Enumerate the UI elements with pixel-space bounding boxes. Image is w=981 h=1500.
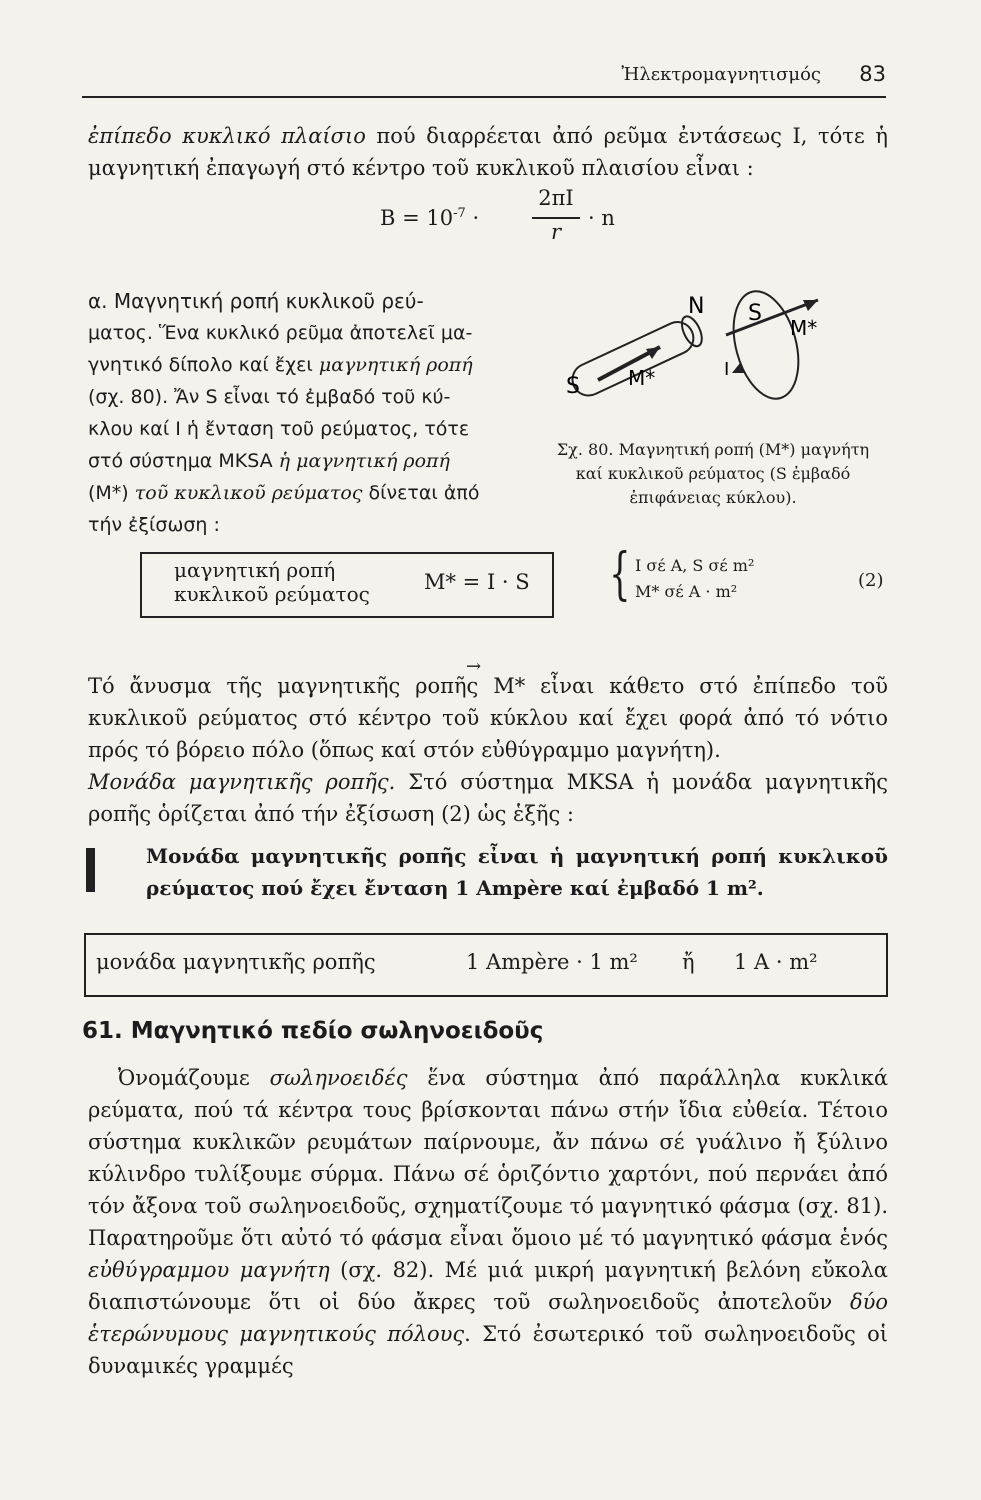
intro-paragraph xyxy=(88,120,888,184)
figure-80-caption: Σχ. 80. Μαγνητική ροπή (M*) μαγνήτη καί κυκλικοῦ ρεύματος (S ἐμβαδό ἐπιφάνειας κύκλου). xyxy=(556,440,870,507)
body-text: . Στό ἐσωτερικό τοῦ σωληνοειδοῦς οἱ δυναμικές γραμμές xyxy=(88,1322,888,1378)
unit-heading: Μονάδα μαγνητικῆς ροπῆς. xyxy=(88,770,396,794)
body-text: Ὀνομάζουμε xyxy=(118,1066,270,1090)
section-a-line: (M*) τοῦ κυκλικοῦ ρεύματος δίνεται ἀπό xyxy=(88,482,480,504)
label-m: M* xyxy=(628,366,656,390)
figure-80 xyxy=(548,285,848,435)
vector-text-2: Στό σύστημα MKSA ἡ μονάδα μαγνητικῆς ροπῆς ὁρίζεται ἀπό τήν ἐξίσωση (2) ὡς ἑξῆς : xyxy=(88,770,888,826)
label-s: S xyxy=(566,374,580,399)
formula-b-numerator: 2πI xyxy=(538,186,574,210)
body-italic: εὐθύγραμμου μαγνήτη xyxy=(88,1258,330,1282)
running-header: Ἠλεκτρομαγνητισμός xyxy=(621,64,821,85)
section-a-line: α. Μαγνητική ροπή κυκλικοῦ ρεύ- xyxy=(88,289,424,313)
formula-b-denominator: r xyxy=(550,220,562,244)
body-italic: σωληνοειδές xyxy=(269,1066,408,1090)
intro-italic: ἐπίπεδο κυκλικό πλαίσιο xyxy=(88,124,366,148)
definition: Μονάδα μαγνητικῆς ροπῆς εἶναι ἡ μαγνητική ροπή κυκλικοῦ ρεύματος πού ἔχει ἔνταση 1 Ampère καί ἐμβαδό 1 m². xyxy=(146,844,888,900)
units-line: I σέ A, S σέ m² xyxy=(635,556,755,575)
section-a xyxy=(88,285,528,541)
unit-or: ἤ xyxy=(682,950,695,974)
section-a-line: γνητικό δίπολο καί ἔχει μαγνητική ροπή xyxy=(88,354,473,376)
section-61-body xyxy=(88,1062,888,1382)
definition-marker xyxy=(86,848,95,892)
label-s-top: S xyxy=(748,301,762,326)
section-a-line: (σχ. 80). Ἄν S εἶναι τό ἐμβαδό τοῦ κύ- xyxy=(88,386,451,408)
moment-box xyxy=(140,552,554,618)
label-n: N xyxy=(688,294,705,319)
label-i: I xyxy=(724,359,730,380)
formula-b-lhs: $B = 10^{-7}$ · xyxy=(380,206,480,230)
body-text: (σχ. 82). Μέ μιά μικρή μαγνητική βελόνη εὔκολα διαπιστώνουμε ὅτι οἱ δύο ἄκρες τοῦ σωληνοειδοῦς ἀποτελοῦν xyxy=(88,1258,888,1314)
moment-formula: M* = I · S xyxy=(424,570,530,594)
current-loop xyxy=(723,285,809,406)
section-a-line: κλου καί I ἡ ἔνταση τοῦ ρεύματος, τότε xyxy=(88,418,470,440)
fraction-bar xyxy=(532,217,580,219)
section-a-line: ματος. Ἕνα κυκλικό ρεῦμα ἀποτελεῖ μα- xyxy=(88,322,473,344)
unit-value-1: 1 Ampère · 1 m² xyxy=(466,950,638,974)
equation-number: (2) xyxy=(858,570,884,591)
formula-b xyxy=(380,186,620,256)
body-italic: δύο ἑτερώνυμους μαγνητικούς πόλους xyxy=(88,1290,888,1346)
body-text: ἕνα σύστημα ἀπό παράλληλα κυκλικά ρεύματα, πού τά κέντρα τους βρίσκονται πάνω στήν ἴδια εὐθεία. Τέτοιο σύστημα κυκλικῶν ρευμάτων παίρνουμε, ἄν πάνω σέ γυάλινο ἤ ξύλινο κύλινδρο τυλίξουμε σύρμα. Πάνω σέ ὁριζόντιο χαρτόνι, πού περνάει ἀπό τόν ἄξονα τοῦ σωληνοειδοῦς, σχηματίζουμε τό μαγνητικό φάσμα (σχ. 81). Παρατηροῦμε ὅτι αὐτό τό φάσμα εἶναι ὅμοιο μέ τό μαγνητικό φάσμα ἑνός xyxy=(88,1066,888,1250)
page-number: 83 xyxy=(859,62,886,86)
section-61-title: 61. Μαγνητικό πεδίο σωληνοειδοῦς xyxy=(82,1018,544,1044)
section-a-line: στό σύστημα MKSA ἡ μαγνητική ροπή xyxy=(88,450,450,472)
section-a-line: τήν ἐξίσωση : xyxy=(88,514,220,536)
section-a-italic: μαγνητική ροπή xyxy=(318,354,473,376)
label-m-top: M* xyxy=(790,316,818,340)
formula-b-exponent: -7 xyxy=(453,206,466,221)
section-a-italic: τοῦ κυκλικοῦ ρεύματος xyxy=(134,482,363,504)
vector-paragraph xyxy=(88,670,888,830)
unit-box xyxy=(84,933,888,997)
vector-text: Τό ἄνυσμα τῆς μαγνητικῆς ροπῆς M* εἶναι κάθετο στό ἐπίπεδο τοῦ κυκλικοῦ ρεύματος στό κέντρο τοῦ κύκλου καί ἔχει φορά ἀπό τό νότιο πρός τό βόρειο πόλο (ὅπως καί στόν εὐθύγραμμο μαγνήτη). xyxy=(88,674,888,762)
section-a-italic: ἡ μαγνητική ροπή xyxy=(278,450,450,472)
vector-arrow: → xyxy=(466,656,482,677)
unit-label: μονάδα μαγνητικῆς ροπῆς xyxy=(96,950,376,974)
brace: { xyxy=(609,542,631,607)
moment-box-label: μαγνητική ροπή κυκλικοῦ ρεύματος xyxy=(174,558,370,606)
header-rule xyxy=(82,96,886,98)
units-block xyxy=(635,553,754,605)
units-line: M* σέ A · m² xyxy=(635,582,738,601)
unit-value-2: 1 A · m² xyxy=(734,950,818,974)
intro-text: πού διαρρέεται ἀπό ρεῦμα ἐντάσεως I, τότε ἡ μαγνητική ἐπαγωγή στό κέντρο τοῦ κυκλικοῦ πλαισίου εἶναι : xyxy=(88,124,888,180)
formula-b-rhs: · n xyxy=(588,206,615,230)
